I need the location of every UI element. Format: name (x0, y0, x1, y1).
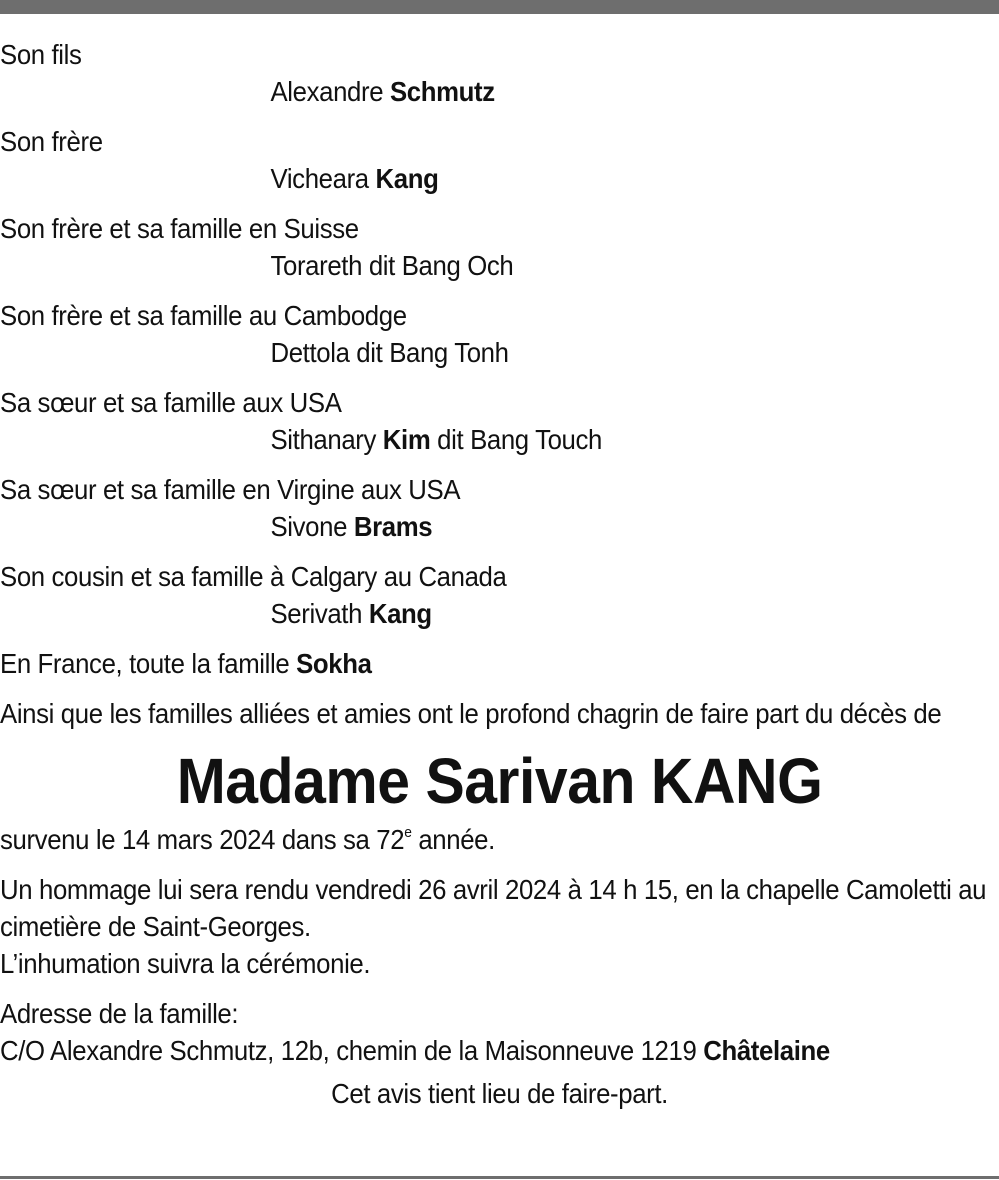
ceremony-line: Un hommage lui sera rendu vendredi 26 avril 2024 à 14 h 15, en la chapelle Camoletti au cimetière de Saint-Georges. (0, 874, 987, 942)
relative-surname: Kim (382, 424, 431, 455)
ordinal-suffix: e (404, 824, 412, 841)
top-rule (0, 0, 999, 14)
france-family-name: Sokha (296, 648, 372, 679)
relation-label: Sa sœur et sa famille aux USA (0, 387, 342, 418)
relative-given-name: Vicheara (270, 163, 369, 194)
bottom-rule (0, 1176, 999, 1179)
relation-label: Son fils (0, 39, 82, 70)
relative-name (0, 508, 999, 545)
relative-given-name: Alexandre (270, 76, 384, 107)
relative-surname: Kang (368, 598, 432, 629)
death-text-end: année. (418, 824, 495, 855)
relative-surname: Kang (375, 163, 439, 194)
relative-entry (0, 210, 999, 284)
france-family-text: En France, toute la famille (0, 648, 290, 679)
relative-name (0, 160, 999, 197)
relative-name (0, 73, 999, 110)
relative-entry (0, 558, 999, 632)
relative-name (0, 421, 999, 458)
death-line (0, 821, 999, 858)
burial-line: L’inhumation suivra la cérémonie. (0, 948, 371, 979)
relation-label: Son frère (0, 126, 103, 157)
relative-name-suffix: dit Bang Touch (437, 424, 602, 455)
address-city: Châtelaine (703, 1035, 830, 1066)
relative-name (0, 595, 999, 632)
death-text: survenu le 14 mars 2024 dans sa 72 (0, 824, 405, 855)
family-address (0, 995, 999, 1069)
relatives-list (0, 36, 999, 632)
address-label: Adresse de la famille: (0, 998, 239, 1029)
relative-given-name: Torareth dit Bang Och (270, 250, 514, 281)
relative-entry (0, 297, 999, 371)
relation-label: Son cousin et sa famille à Calgary au Canada (0, 561, 507, 592)
france-family-line (0, 645, 999, 682)
relative-surname: Schmutz (389, 76, 495, 107)
relation-label: Son frère et sa famille au Cambodge (0, 300, 407, 331)
relation-label: Son frère et sa famille en Suisse (0, 213, 359, 244)
death-notice (0, 36, 987, 1112)
relative-given-name: Dettola dit Bang Tonh (270, 337, 509, 368)
relative-given-name: Sivone (270, 511, 348, 542)
relative-entry (0, 123, 999, 197)
relative-entry (0, 36, 999, 110)
address-line: C/O Alexandre Schmutz, 12b, chemin de la Maisonneuve 1219 (0, 1035, 697, 1066)
relation-label: Sa sœur et sa famille en Virgine aux USA (0, 474, 461, 505)
closing-note: Cet avis tient lieu de faire-part. (331, 1078, 668, 1109)
intro-text: Ainsi que les familles alliées et amies ont le profond chagrin de faire part du décès de (0, 698, 942, 729)
relative-given-name: Serivath (270, 598, 363, 629)
relative-given-name: Sithanary (270, 424, 377, 455)
relative-entry (0, 471, 999, 545)
ceremony-info (0, 871, 999, 982)
relative-entry (0, 384, 999, 458)
relative-name (0, 247, 999, 284)
relative-name (0, 334, 999, 371)
relative-surname: Brams (353, 511, 433, 542)
deceased-name: Madame Sarivan KANG (176, 745, 823, 817)
